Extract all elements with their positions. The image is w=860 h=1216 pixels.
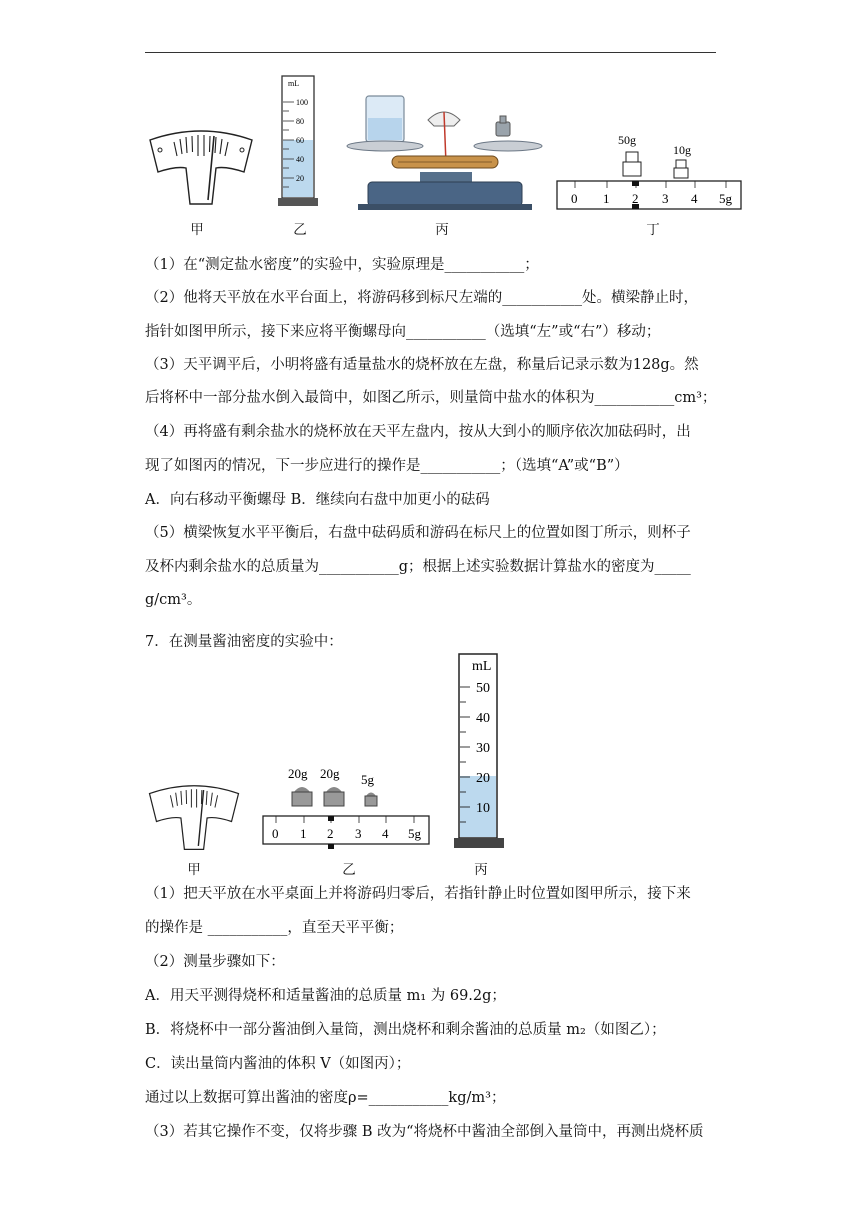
cylinder-tick: 80 — [296, 117, 304, 126]
cylinder-tick: 10 — [476, 801, 490, 816]
cylinder-tick: 60 — [296, 136, 304, 145]
question-line: （2）测量步骤如下： — [145, 954, 285, 970]
weight-label: 5g — [361, 772, 374, 787]
figure-caption: 乙 — [293, 222, 307, 238]
ruler-figure-q6 — [556, 130, 742, 212]
cylinder-tick: 40 — [296, 155, 304, 164]
question-line: （4）再将盛有剩余盐水的烧杯放在天平左盘内，按从大到小的顺序依次加砝码时，出 — [145, 424, 691, 440]
question-line: （3）若其它操作不变，仅将步骤 B 改为“将烧杯中酱油全部倒入量筒中，再测出烧杯质 — [145, 1124, 704, 1140]
figure-caption: 乙 — [342, 862, 356, 878]
question-line: （1）在“测定盐水密度”的实验中，实验原理是___________； — [145, 257, 539, 273]
cylinder-tick: 20 — [296, 174, 304, 183]
cylinder-tick: 40 — [476, 711, 490, 726]
step-c: C．读出量筒内酱油的体积 V（如图丙）； — [145, 1056, 411, 1072]
question-line: 现了如图丙的情况，下一步应进行的操作是___________；（选填“A”或“B”） — [145, 458, 629, 474]
cylinder-figure-q7 — [452, 650, 506, 852]
dial-figure-q7 — [146, 782, 242, 854]
figure-caption: 丁 — [646, 222, 660, 238]
cylinder-tick: 50 — [476, 681, 490, 696]
cylinder-tick: 20 — [476, 771, 490, 786]
weight-label: 20g — [320, 766, 340, 781]
ruler-tick: 5g — [408, 826, 421, 841]
figure-caption: 甲 — [190, 222, 204, 238]
question-line: 指针如图甲所示，接下来应将平衡螺母向___________（选填“左”或“右”）移动； — [145, 324, 661, 340]
question-line: 后将杯中一部分盐水倒入最筒中，如图乙所示，则量筒中盐水的体积为___________cm³； — [145, 390, 717, 406]
question-line: （5）横梁恢复水平平衡后，右盘中砝码质和游码在标尺上的位置如图丁所示，则杯子 — [145, 525, 691, 541]
question-line: 的操作是 ___________，直至天平平衡； — [145, 920, 404, 936]
question-line: g/cm³。 — [145, 592, 202, 608]
ruler-tick: 2 — [632, 191, 639, 206]
figure-caption: 丙 — [435, 222, 449, 238]
question-line: （3）天平调平后，小明将盛有适量盐水的烧杯放在左盘，称量后记录示数为128g。然 — [145, 357, 699, 373]
weight-label: 20g — [288, 766, 308, 781]
figure-caption: 丙 — [474, 862, 488, 878]
cylinder-unit: mL — [472, 659, 492, 674]
question-title: 7．在测量酱油密度的实验中： — [145, 634, 343, 650]
question-line: （2）他将天平放在水平台面上，将游码移到标尺左端的___________处。横梁静止时， — [145, 290, 698, 306]
ruler-tick: 1 — [603, 191, 610, 206]
balance-figure-q6 — [346, 94, 542, 212]
cylinder-unit: mL — [288, 79, 300, 88]
header-rule — [145, 52, 716, 53]
ruler-tick: 5g — [719, 191, 732, 206]
ruler-tick: 3 — [662, 191, 669, 206]
ruler-tick: 4 — [382, 826, 389, 841]
cylinder-tick: 30 — [476, 741, 490, 756]
ruler-tick: 0 — [571, 191, 578, 206]
step-a: A．用天平测得烧杯和适量酱油的总质量 m₁ 为 69.2g； — [145, 988, 506, 1004]
ruler-tick: 4 — [691, 191, 698, 206]
weight-label: 10g — [673, 143, 691, 157]
step-b: B．将烧杯中一部分酱油倒入量筒，测出烧杯和剩余酱油的总质量 m₂（如图乙）； — [145, 1022, 666, 1038]
ruler-tick: 1 — [300, 826, 307, 841]
cylinder-figure-q6 — [276, 72, 322, 210]
figure-caption: 甲 — [187, 862, 201, 878]
ruler-tick: 0 — [272, 826, 279, 841]
ruler-figure-q7 — [262, 762, 432, 850]
question-line: 通过以上数据可算出酱油的密度ρ=___________kg/m³； — [145, 1090, 506, 1106]
ruler-tick: 3 — [355, 826, 362, 841]
ruler-tick: 2 — [327, 826, 334, 841]
question-line: （1）把天平放在水平桌面上并将游码归零后，若指针静止时位置如图甲所示，接下来 — [145, 886, 691, 902]
question-line: 及杯内剩余盐水的总质量为___________g；根据上述实验数据计算盐水的密度为_____ — [145, 559, 691, 575]
weight-label: 50g — [618, 133, 636, 147]
cylinder-tick: 100 — [296, 98, 308, 107]
answer-options: A．向右移动平衡螺母 B．继续向右盘中加更小的砝码 — [145, 492, 490, 508]
dial-figure-q6 — [146, 128, 256, 208]
